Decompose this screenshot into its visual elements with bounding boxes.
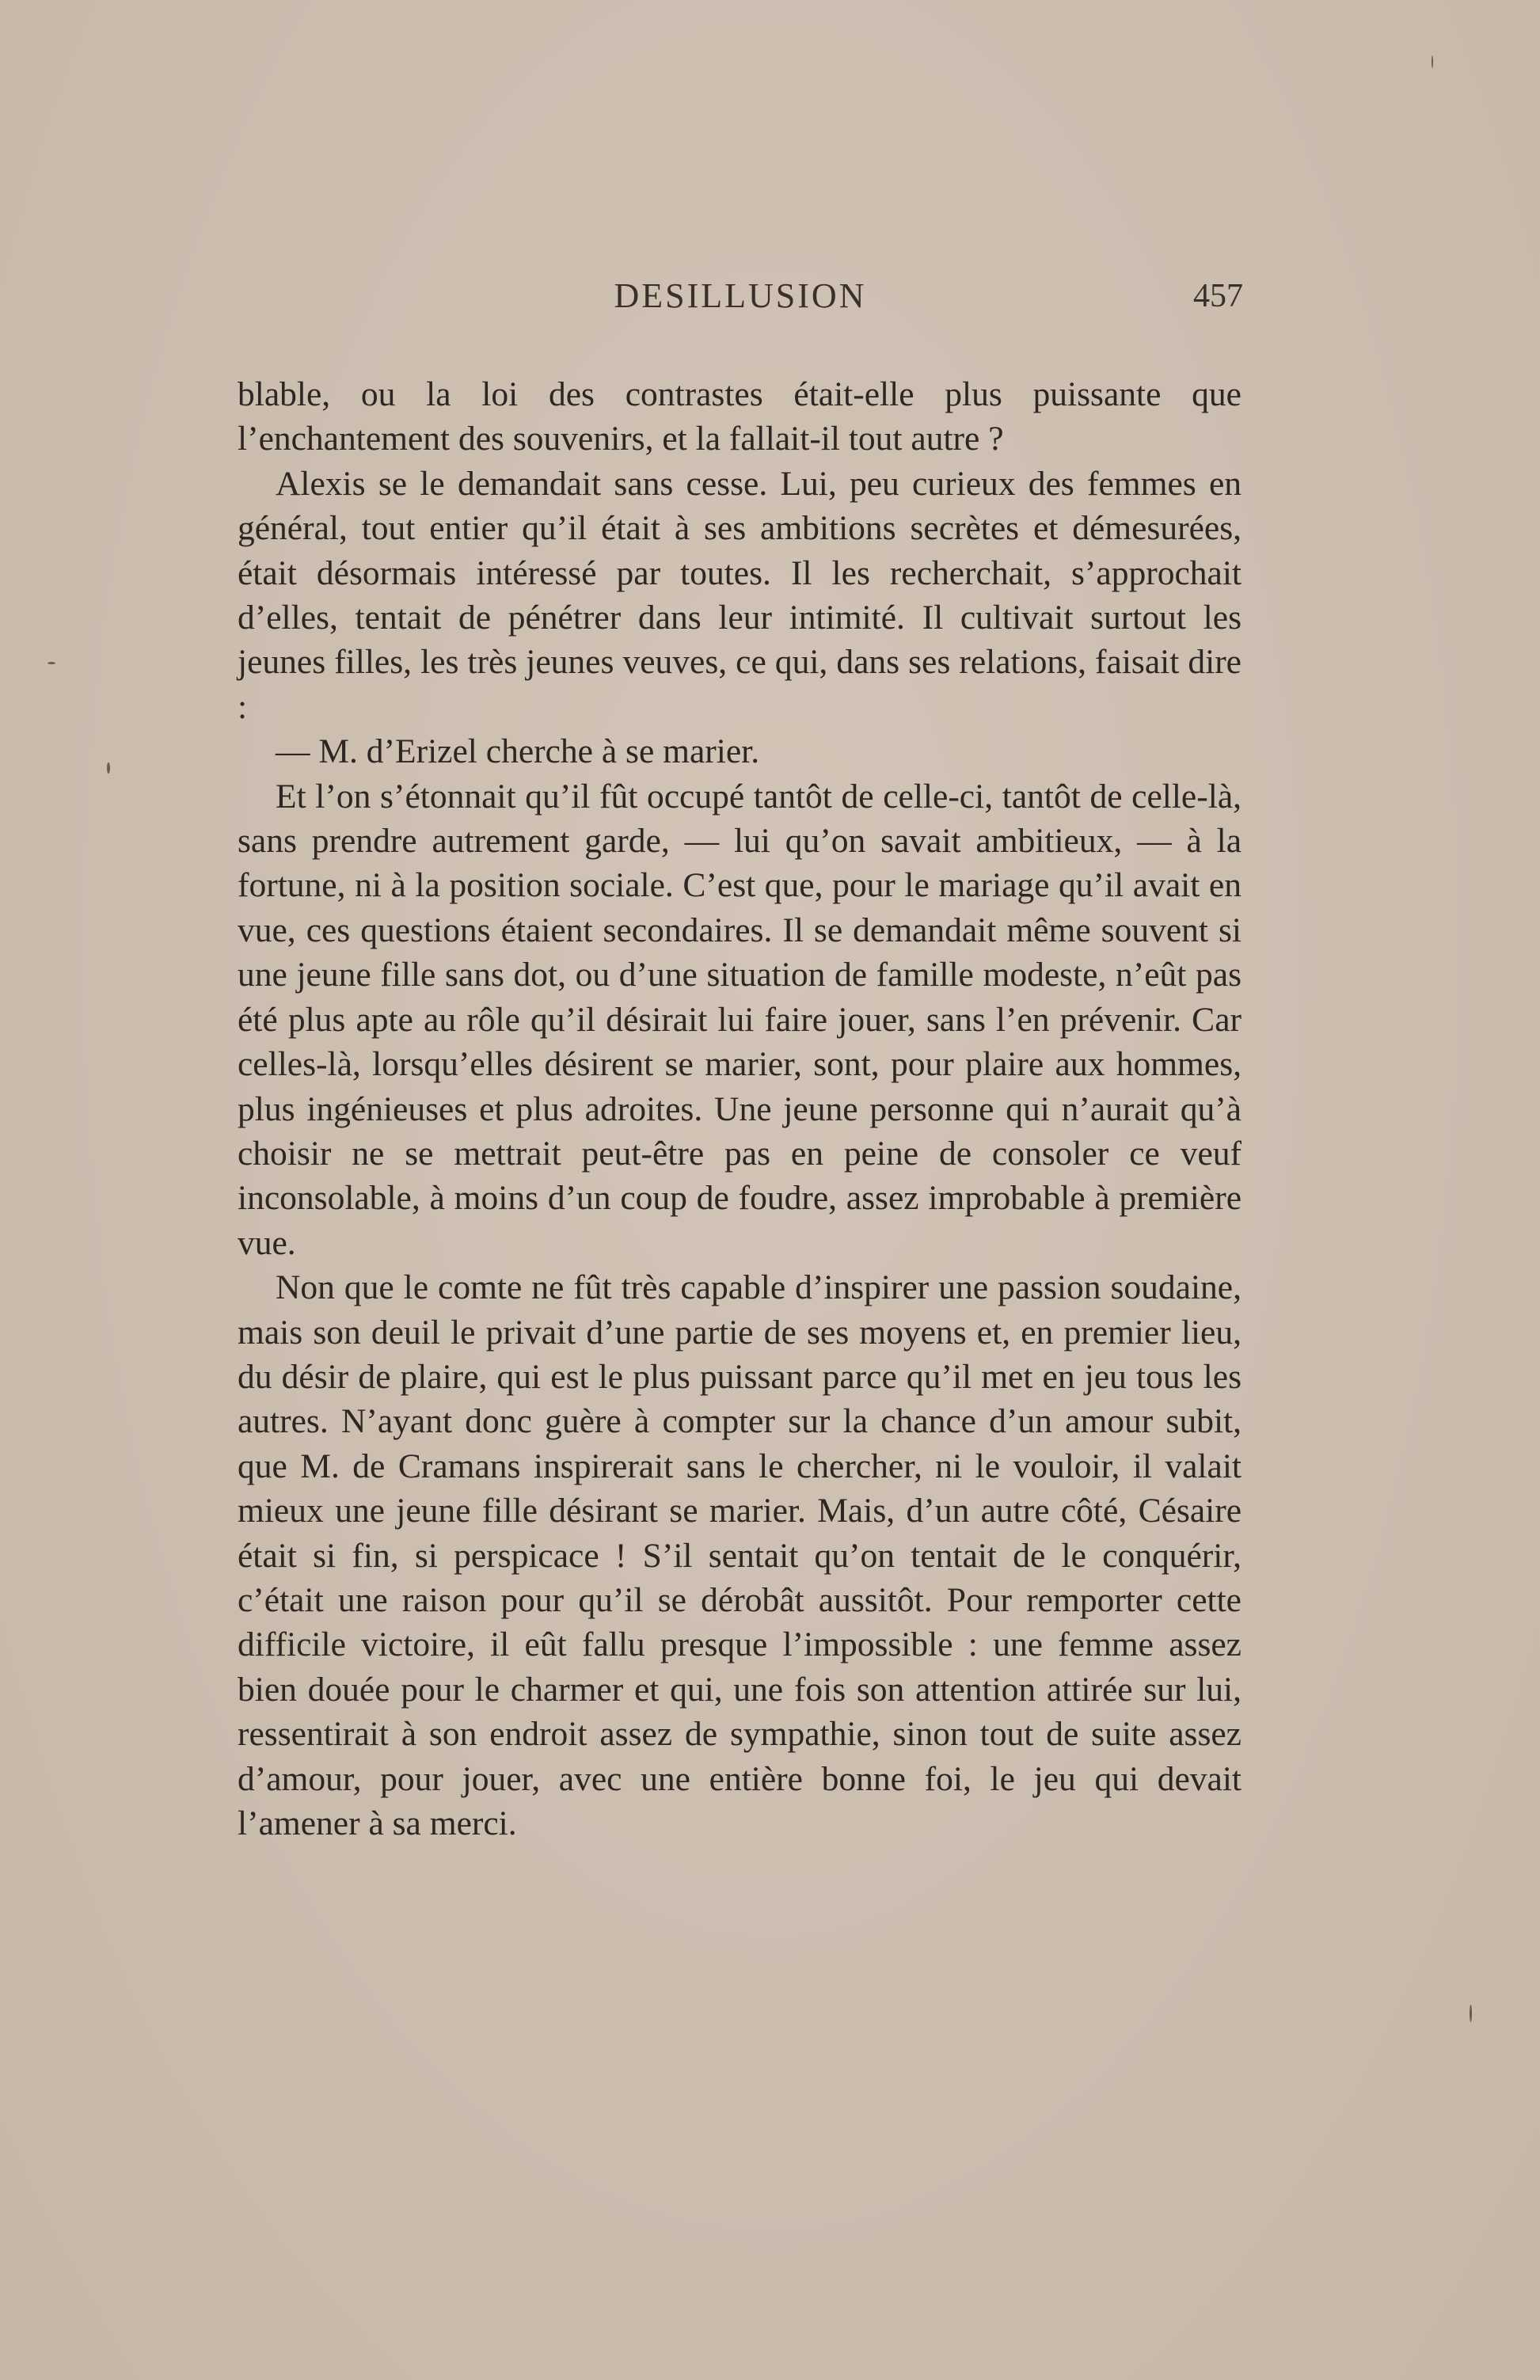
paragraph-etonnait: Et l’on s’étonnait qu’il fût occupé tantôt de celle-ci, tantôt de celle-là, sans prendre autrement garde, — lui qu’on savait ambitieux, — à la fortune, ni à la position sociale. C’est que, pour le mariage qu’il avait en vue, ces questions étaient secondaires. Il se demandait même souvent si une jeune fille sans dot, ou d’une situation de famille modeste, n’eût pas été plus apte au rôle qu’il désirait lui faire jouer, sans l’en prévenir. Car celles-là, lorsqu’elles désirent se marier, sont, pour plaire aux hommes, plus ingénieuses et plus adroites. Une jeune personne qui n’aurait qu’à choisir ne se mettrait peut-être pas en peine de consoler ce veuf inconsolable, à moins d’un coup de foudre, assez improbable à première vue.: [238, 777, 1242, 1262]
body-text: [238, 372, 1242, 1846]
paper-speck: [1470, 2005, 1472, 2022]
paper-speck: [48, 662, 55, 664]
running-title: DESILLUSION: [614, 276, 867, 315]
paper-speck: [1432, 55, 1433, 68]
paragraph-dialogue: — M. d’Erizel cherche à se marier.: [276, 732, 760, 771]
paragraph-non-que: Non que le comte ne fût très capable d’inspirer une passion soudaine, mais son deuil le privait d’une partie de ses moyens et, en premier lieu, du désir de plaire, qui est le plus puissant parce qu’il met en jeu tous les autres. N’ayant donc guère à compter sur la chance d’un amour subit, que M. de Cramans inspirerait sans le chercher, ni le vouloir, il valait mieux une jeune fille désirant se marier. Mais, d’un autre côté, Césaire était si fin, si perspicace ! S’il sentait qu’on tentait de le conquérir, c’était une raison pour qu’il se dérobât aussitôt. Pour remporter cette difficile victoire, il eût fallu presque l’impossible : une femme assez bien douée pour le charmer et qui, une fois son attention attirée sur lui, ressentirait à son endroit assez de sympathie, sinon tout de suite assez d’amour, pour jouer, avec une entière bonne foi, le jeu qui devait l’amener à sa merci.: [238, 1268, 1242, 1842]
running-head: [238, 276, 1243, 331]
paper-speck: [107, 762, 110, 774]
page-number: 457: [1193, 278, 1243, 314]
paragraph-continued: blable, ou la loi des contrastes était-elle plus puissante que l’enchantement des souvenirs, et la fallait-il tout autre ?: [238, 375, 1242, 458]
paragraph-alexis: Alexis se le demandait sans cesse. Lui, peu curieux des femmes en général, tout entier qu’il était à ses ambitions secrètes et démesurées, était désormais intéressé par toutes. Il les recherchait, s’approchait d’elles, tentait de pénétrer dans leur intimité. Il cultivait surtout les jeunes filles, les très jeunes veuves, ce qui, dans ses relations, faisait dire :: [238, 464, 1242, 726]
